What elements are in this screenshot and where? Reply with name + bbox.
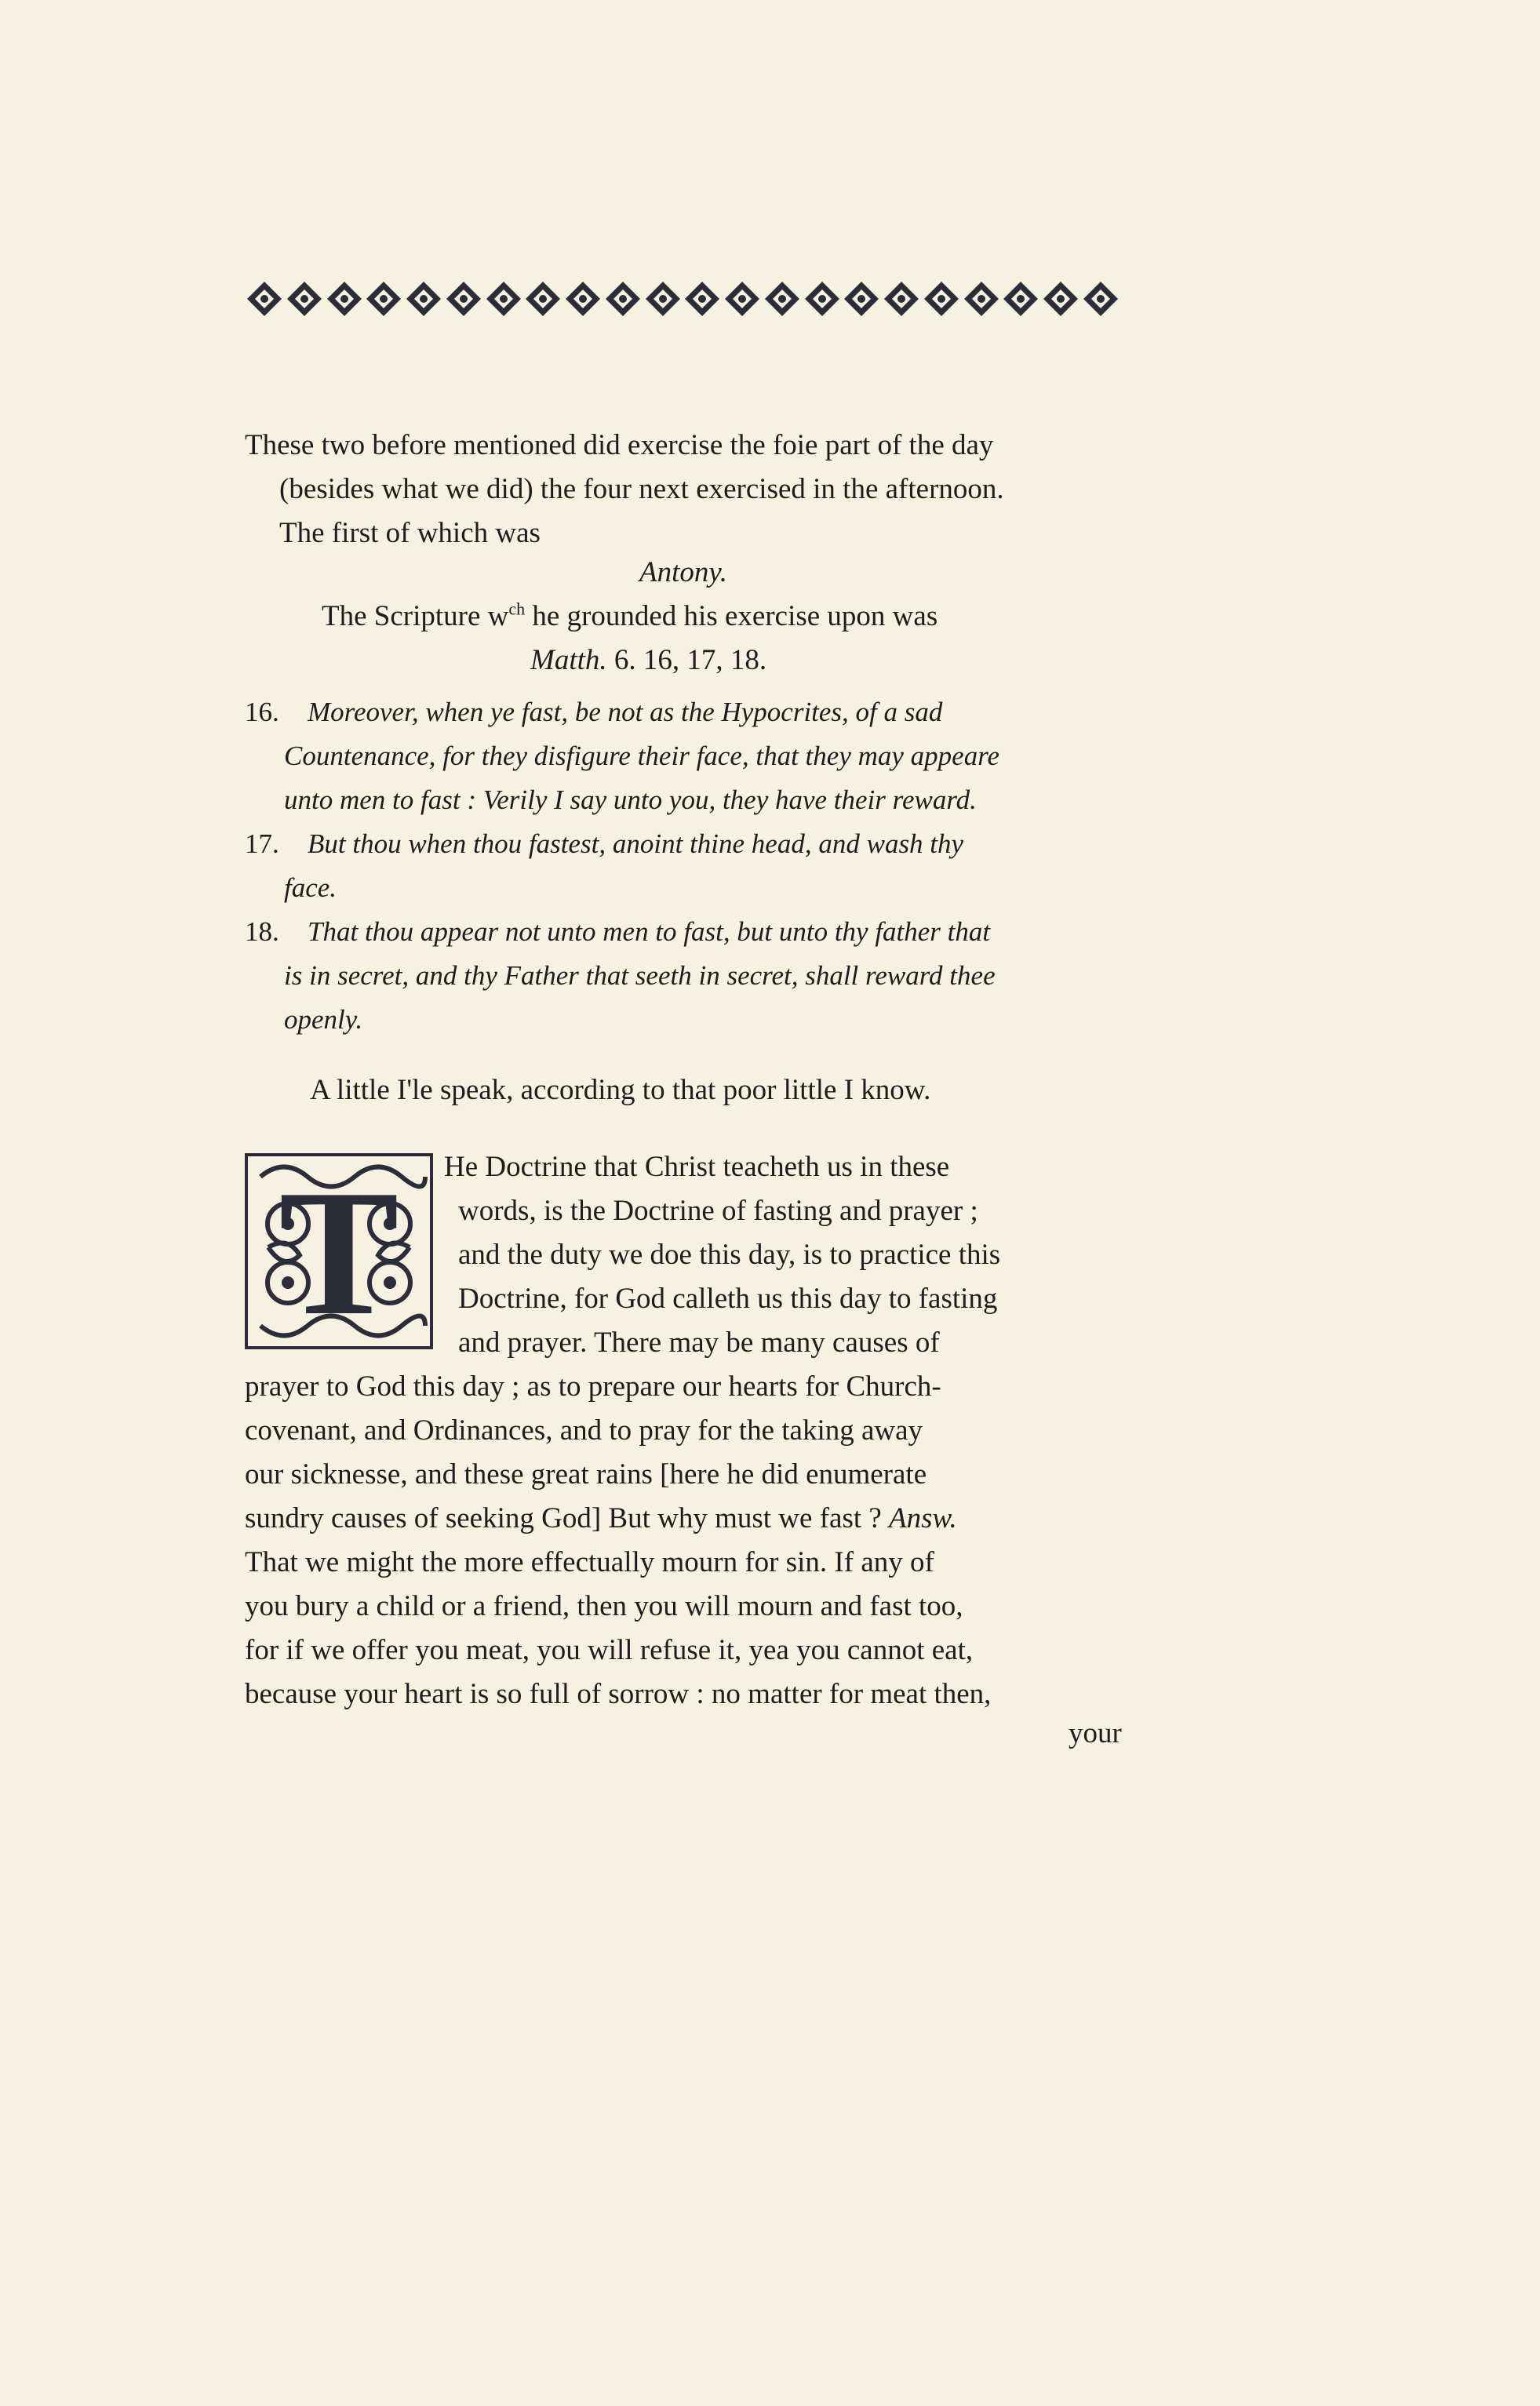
ornament-motif-icon <box>285 279 324 318</box>
body-indent-line-2: words, is the Doctrine of fasting and prayer ; <box>458 1195 978 1227</box>
body-indent-line-3: and the duty we doe this day, is to practice this <box>458 1239 1001 1271</box>
body-indent-line-1: He Doctrine that Christ teacheth us in these <box>444 1151 950 1183</box>
intro-line-2: (besides what we did) the four next exercised in the afternoon. <box>279 473 1004 505</box>
ornament-motif-icon <box>444 279 483 318</box>
ornament-motif-icon <box>643 279 683 318</box>
body-indent-line-4: Doctrine, for God calleth us this day to fasting <box>458 1283 998 1315</box>
ornament-motif-icon <box>245 279 284 318</box>
reference-verses: 6. 16, 17, 18. <box>613 644 767 676</box>
scripture-intro <box>322 599 937 633</box>
ornament-motif-icon <box>962 279 1001 318</box>
ornament-motif-icon <box>364 279 403 318</box>
verse-18-line-2: is in secret, and thy Father that seeth in secret, shall reward thee <box>284 960 996 991</box>
body-line-11: you bury a child or a friend, then you will mourn and fast too, <box>245 1590 963 1622</box>
ornament-motif-icon <box>723 279 762 318</box>
ornament-motif-icon <box>1001 279 1040 318</box>
scripture-intro-sup: ch <box>508 599 526 619</box>
scripture-reference <box>530 643 766 677</box>
ornament-motif-icon <box>1081 279 1120 318</box>
ornament-motif-icon <box>842 279 881 318</box>
body-line-9 <box>245 1497 957 1541</box>
ornament-motif-icon <box>1041 279 1080 318</box>
body-indent-line-5: and prayer. There may be many causes of <box>458 1327 940 1359</box>
ornament-motif-icon <box>325 279 364 318</box>
body-line-12: for if we offer you meat, you will refuse it, yea you cannot eat, <box>245 1634 974 1666</box>
catchword: your <box>1069 1717 1122 1749</box>
scripture-intro-before: The Scripture w <box>322 600 509 632</box>
verse-number-18: 18. <box>245 916 279 947</box>
body-line-6: prayer to God this day ; as to prepare our hearts for Church- <box>245 1370 941 1403</box>
ornament-motif-icon <box>763 279 802 318</box>
dropcap-letter: T <box>279 1152 399 1352</box>
verse-18-line-1: That thou appear not unto men to fast, but unto thy father that <box>308 916 991 947</box>
ornament-motif-icon <box>523 279 562 318</box>
reference-book: Matth. <box>530 644 607 676</box>
verse-number-17: 17. <box>245 828 279 859</box>
body-line-8: our sicknesse, and these great rains [here he did enumerate <box>245 1458 927 1491</box>
ornament-motif-icon <box>922 279 961 318</box>
dropcap-ornament <box>245 1152 433 1352</box>
ornament-motif-icon <box>683 279 722 318</box>
ornament-motif-icon <box>563 279 603 318</box>
scripture-intro-after: he grounded his exercise upon was <box>525 600 938 632</box>
intro-line-1: These two before mentioned did exercise the foie part of the day <box>245 429 994 461</box>
verse-16-line-1: Moreover, when ye fast, be not as the Hypocrites, of a sad <box>308 697 943 727</box>
intro-line-3: The first of which was <box>279 517 541 549</box>
body-line-13: because your heart is so full of sorrow : no matter for meat then, <box>245 1678 992 1710</box>
answer-label: Answ. <box>889 1502 957 1534</box>
headpiece-ornament <box>245 273 1120 325</box>
verse-17-line-2: face. <box>284 872 337 903</box>
ornament-motif-icon <box>803 279 842 318</box>
verse-16-line-3: unto men to fast : Verily I say unto you, they have their reward. <box>284 784 977 815</box>
verse-number-16: 16. <box>245 697 279 727</box>
verse-18-line-3: openly. <box>284 1004 363 1035</box>
body-line-9-text: sundry causes of seeking God] But why must we fast ? <box>245 1502 882 1534</box>
speaker-name: Antony. <box>639 556 728 588</box>
verse-17-line-1: But thou when thou fastest, anoint thine head, and wash thy <box>308 828 964 859</box>
body-line-10: That we might the more effectually mourn for sin. If any of <box>245 1546 934 1578</box>
ornament-motif-icon <box>484 279 523 318</box>
ornament-motif-icon <box>882 279 921 318</box>
verse-16-line-2: Countenance, for they disfigure their face, that they may appeare <box>284 741 1000 771</box>
ornament-motif-icon <box>404 279 443 318</box>
body-line-7: covenant, and Ordinances, and to pray for the taking away <box>245 1414 923 1447</box>
closing-intro: A little I'le speak, according to that poor little I know. <box>310 1074 931 1106</box>
ornament-motif-icon <box>603 279 643 318</box>
